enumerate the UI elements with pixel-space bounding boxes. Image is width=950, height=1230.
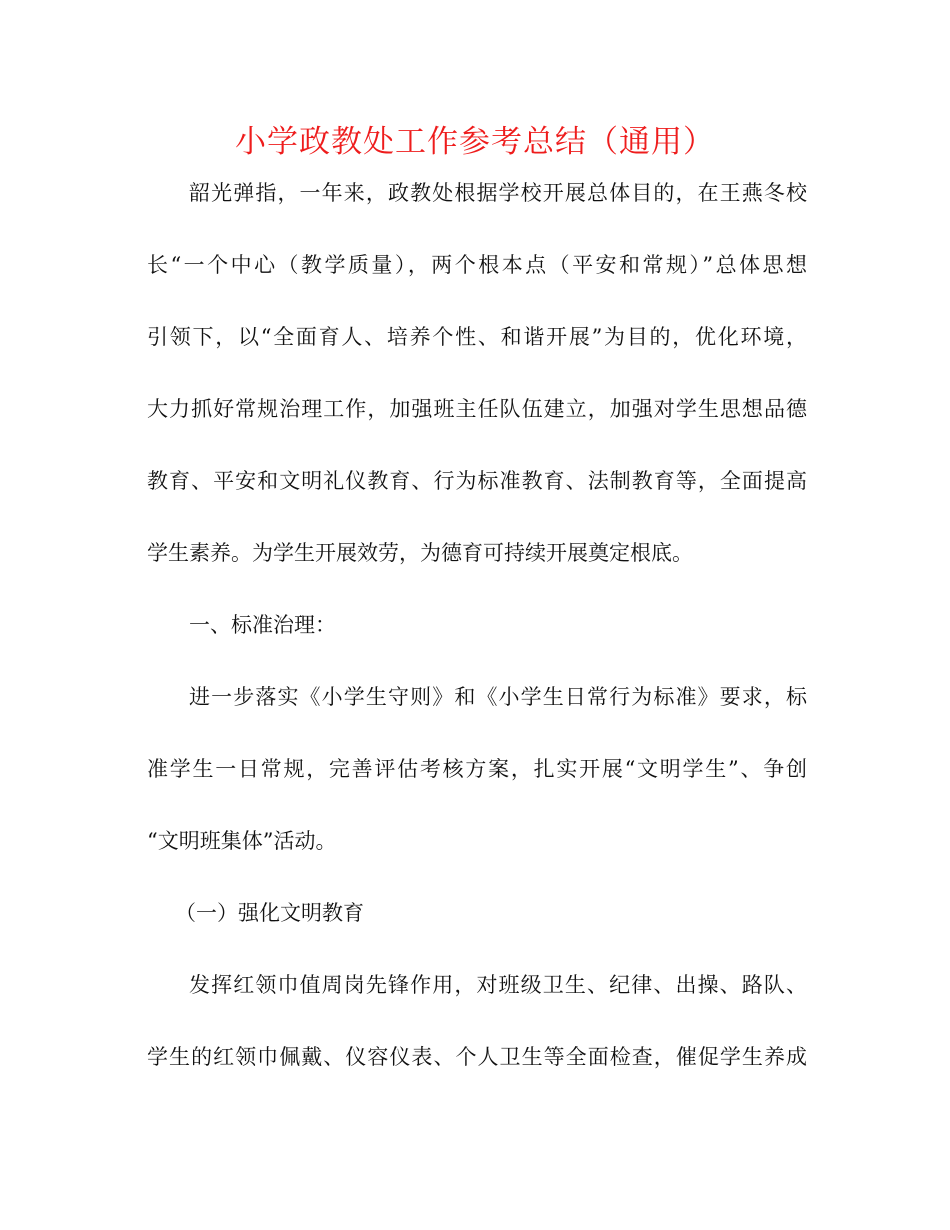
- paragraph-line: 韶光弹指，一年来，政教处根据学校开展总体目的，在王燕冬校: [189, 181, 807, 205]
- paragraph-line: “文明班集体”活动。: [147, 829, 337, 853]
- paragraph-line: 大力抓好常规治理工作，加强班主任队伍建立，加强对学生思想品德: [147, 397, 807, 421]
- paragraph-line: 学生素养。为学生开展效劳，为德育可持续开展奠定根底。: [147, 541, 693, 565]
- subsection-heading: （一）强化文明教育: [175, 901, 364, 925]
- paragraph-line: 引领下，以“全面育人、培养个性、和谐开展”为目的，优化环境，: [147, 325, 807, 349]
- paragraph-line: 准学生一日常规，完善评估考核方案，扎实开展“文明学生”、争创: [147, 757, 807, 781]
- paragraph-line: 长“一个中心（教学质量），两个根本点（平安和常规）”总体思想: [147, 253, 807, 277]
- paragraph-line: 学生的红领巾佩戴、仪容仪表、个人卫生等全面检查，催促学生养成: [147, 1045, 807, 1069]
- document-body: [147, 157, 807, 1093]
- paragraph-line: 发挥红领巾值周岗先锋作用，对班级卫生、纪律、出操、路队、: [189, 973, 807, 997]
- paragraph-line: 教育、平安和文明礼仪教育、行为标准教育、法制教育等，全面提高: [147, 469, 807, 493]
- paragraph-line: 进一步落实《小学生守则》和《小学生日常行为标准》要求，标: [189, 685, 807, 709]
- document-title: 小学政教处工作参考总结（通用）: [235, 124, 715, 160]
- section-heading: 一、标准治理：: [189, 613, 336, 637]
